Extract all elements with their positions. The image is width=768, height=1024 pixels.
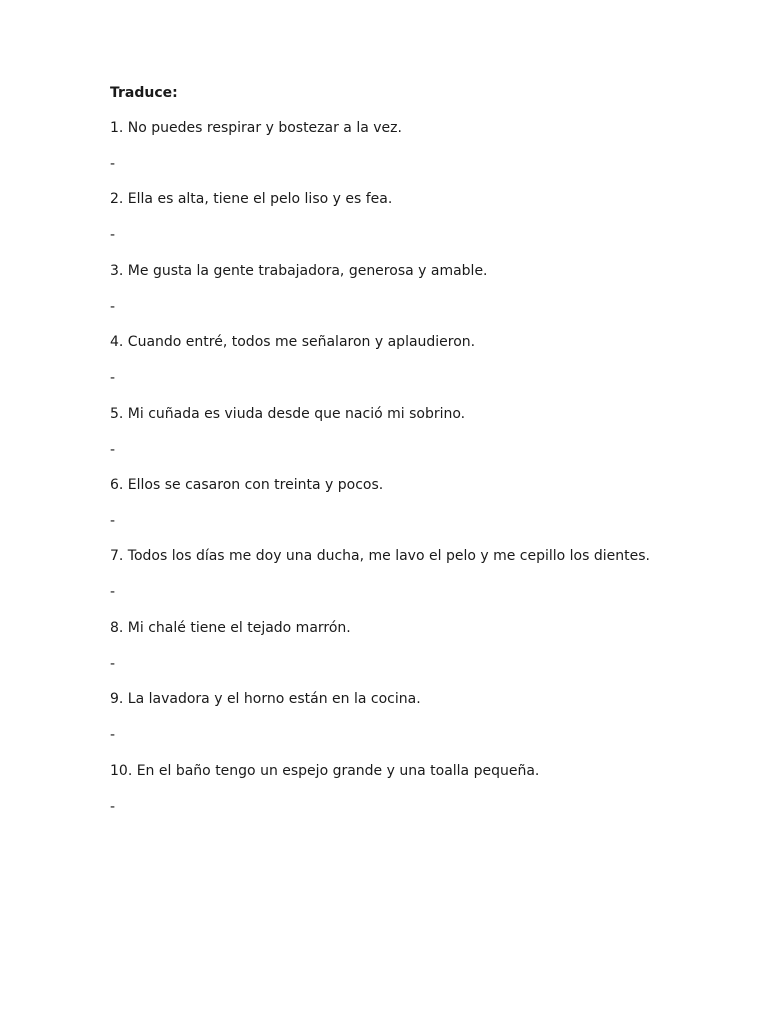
exercise-question: 4. Cuando entré, todos me señalaron y aplaudieron.: [110, 334, 476, 351]
answer-line: -: [110, 298, 116, 315]
exercise-item-6: [110, 476, 730, 547]
exercise-question: 9. La lavadora y el horno están en la cocina.: [110, 691, 421, 708]
exercise-item-9: [110, 690, 730, 761]
exercise-question: 2. Ella es alta, tiene el pelo liso y es fea.: [110, 191, 393, 208]
answer-line: -: [110, 655, 116, 672]
document-page: [110, 84, 730, 833]
answer-line: -: [110, 512, 116, 529]
exercise-question: 3. Me gusta la gente trabajadora, generosa y amable.: [110, 262, 488, 279]
exercise-item-1: [110, 119, 730, 190]
exercise-item-2: [110, 190, 730, 261]
exercise-question: 5. Mi cuñada es viuda desde que nació mi sobrino.: [110, 405, 466, 422]
answer-line: -: [110, 441, 116, 458]
exercise-item-10: [110, 762, 730, 833]
exercise-question: 1. No puedes respirar y bostezar a la vez.: [110, 120, 402, 136]
document-heading: Traduce:: [110, 85, 178, 101]
exercise-item-8: [110, 619, 730, 690]
exercise-question: 8. Mi chalé tiene el tejado marrón.: [110, 619, 351, 636]
answer-line: -: [110, 370, 116, 387]
exercise-item-5: [110, 405, 730, 476]
exercise-item-3: [110, 262, 730, 333]
answer-line: -: [110, 798, 116, 815]
exercise-item-7: [110, 547, 730, 618]
exercise-question: 10. En el baño tengo un espejo grande y una toalla pequeña.: [110, 762, 540, 779]
answer-line: -: [110, 584, 116, 601]
answer-line: -: [110, 156, 116, 172]
exercise-question: 7. Todos los días me doy una ducha, me lavo el pelo y me cepillo los dientes.: [110, 548, 650, 565]
exercise-item-4: [110, 333, 730, 404]
answer-line: -: [110, 727, 116, 744]
answer-line: -: [110, 227, 116, 244]
exercise-question: 6. Ellos se casaron con treinta y pocos.: [110, 476, 384, 493]
